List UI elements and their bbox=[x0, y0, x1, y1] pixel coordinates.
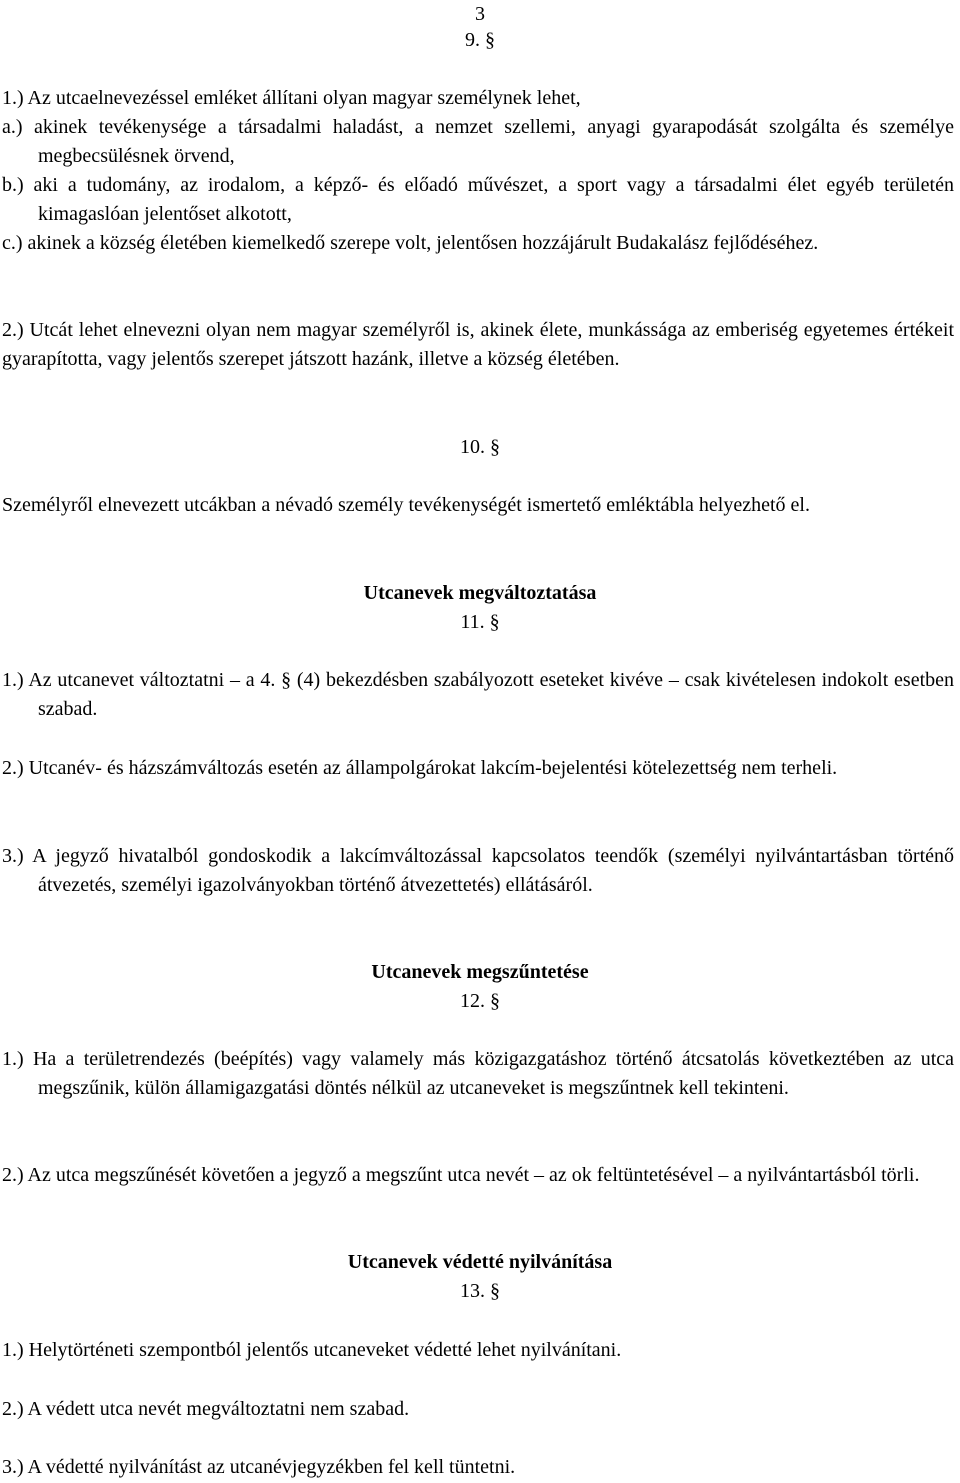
s11-paragraph-1: 1.) Az utcanevet változtatni – a 4. § (4) bekezdésben szabályozott eseteket kivéve – csak kivételesen indokolt esetben szabad. bbox=[2, 669, 954, 720]
section-10-title: 10. § bbox=[460, 436, 500, 458]
section-11-title: 11. § bbox=[460, 611, 500, 633]
s10-paragraph: Személyről elnevezett utcákban a névadó személy tevékenységét ismertető emléktábla helyezhető el. bbox=[2, 494, 810, 516]
heading-name-change: Utcanevek megváltoztatása bbox=[363, 582, 597, 604]
section-13-title: 13. § bbox=[460, 1280, 500, 1302]
s12-paragraph-2: 2.) Az utca megszűnését követően a jegyző a megszűnt utca nevét – az ok feltüntetésével – a nyilvántartásból törli. bbox=[2, 1164, 920, 1186]
s13-paragraph-1: 1.) Helytörténeti szempontból jelentős utcaneveket védetté lehet nyilvánítani. bbox=[2, 1339, 622, 1361]
s9-item-b: b.) aki a tudomány, az irodalom, a képző- és előadó művészet, a sport vagy a társadalmi élet egyéb területén kimagaslóan jelentőset alkotott, bbox=[2, 174, 954, 225]
s11-paragraph-2: 2.) Utcanév- és házszámváltozás esetén az állampolgárokat lakcím-bejelentési kötelezettség nem terheli. bbox=[2, 757, 838, 779]
s9-item-c: c.) akinek a község életében kiemelkedő szerepe volt, jelentősen hozzájárult Budakalász fejlődéséhez. bbox=[2, 232, 819, 254]
s13-paragraph-2: 2.) A védett utca nevét megváltoztatni nem szabad. bbox=[2, 1398, 410, 1420]
section-12-title: 12. § bbox=[460, 990, 500, 1012]
s9-item-a: a.) akinek tevékenysége a társadalmi haladást, a nemzet szellemi, anyagi gyarapodását szolgálta és személye megbecsülésnek örvend, bbox=[2, 116, 954, 167]
s13-paragraph-3: 3.) A védetté nyilvánítást az utcanévjegyzékben fel kell tüntetni. bbox=[2, 1456, 516, 1478]
s9-paragraph-1: 1.) Az utcaelnevezéssel emléket állítani olyan magyar személynek lehet, bbox=[2, 87, 581, 109]
heading-name-cancel: Utcanevek megszűntetése bbox=[371, 961, 589, 983]
section-9-title: 9. § bbox=[465, 29, 495, 51]
page-number: 3 bbox=[475, 3, 485, 25]
s12-paragraph-1: 1.) Ha a területrendezés (beépítés) vagy valamely más közigazgatáshoz történő átcsatolás következtében az utca megszűnik, külön államigazgatási döntés nélkül az utcaneveket is megszűntnek kell tekinteni. bbox=[2, 1048, 954, 1099]
s9-paragraph-2: 2.) Utcát lehet elnevezni olyan nem magyar személyről is, akinek élete, munkássága az emberiség egyetemes értékeit gyarapította, vagy jelentős szerepet játszott hazánk, illetve a község életében. bbox=[2, 319, 954, 370]
s11-paragraph-3: 3.) A jegyző hivatalból gondoskodik a lakcímváltozással kapcsolatos teendők (személyi nyilvántartásban történő átvezetés, személyi igazolványokban történő átvezettetés) ellátásáról. bbox=[2, 845, 954, 896]
heading-name-protect: Utcanevek védetté nyilvánítása bbox=[347, 1251, 613, 1273]
